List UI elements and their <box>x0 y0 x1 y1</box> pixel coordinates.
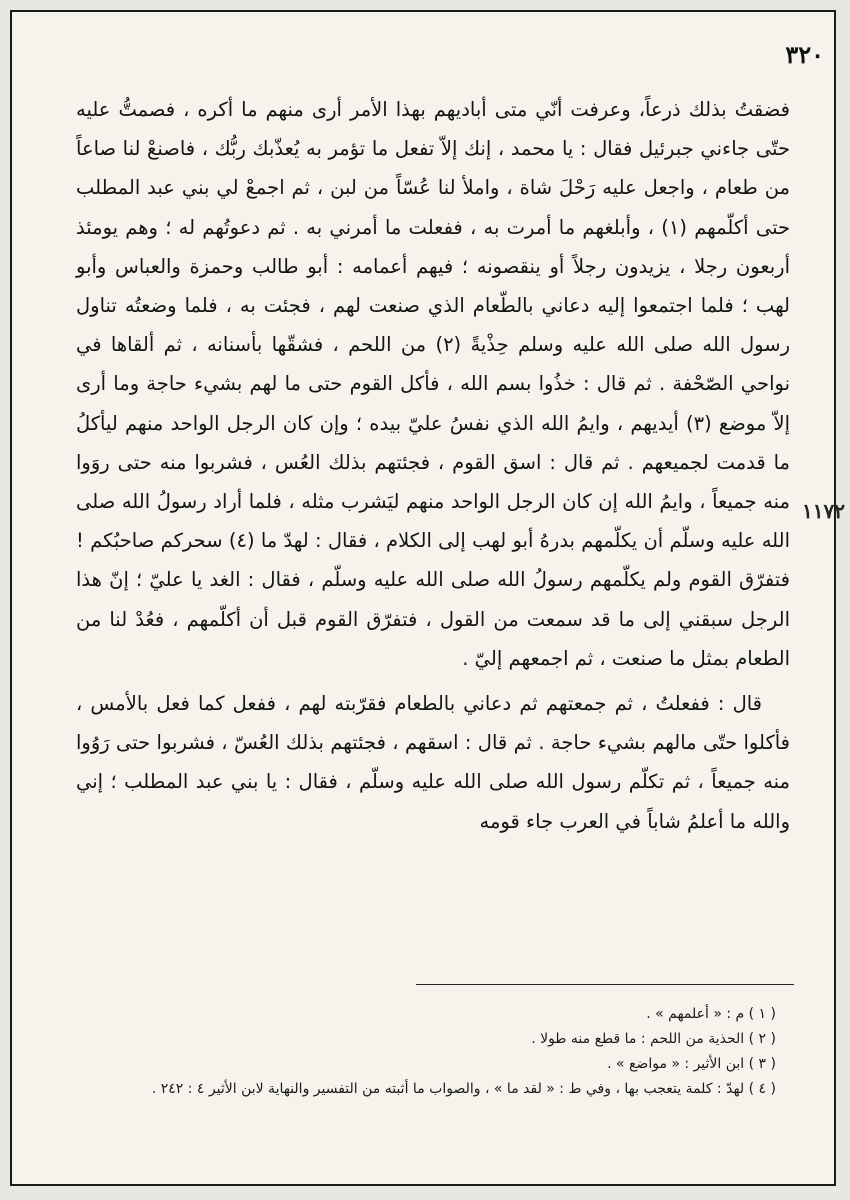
margin-number: ١١٧٢ <box>802 499 845 523</box>
footnote-divider <box>416 984 794 985</box>
paragraph-1: فضقتُ بذلك ذرعاً، وعرفت أنّي متى أباديهم بهذا الأمر أرى منهم ما أكره ، فصمتُّ عليه حتّى جاءني جبرئيل فقال : يا محمد ، إنك إلاّ تفعل ما تؤمر به يُعذّبك ربُّك ، فاصنعْ لنا صاعاً من طعام ، واجعل عليه رَحْلَ شاة ، واملأ لنا عُسّاً من لبن ، ثم اجمعْ لي بني عبد المطلب حتى أكلّمهم (١) ، وأبلغهم ما أمرت به ، ففعلت ما أمرني به . ثم دعوتُهم له ؛ وهم يومئذ أربعون رجلا ، يزيدون رجلاً أو ينقصونه ؛ فيهم أعمامه : أبو طالب وحمزة والعباس وأبو لهب ؛ فلما اجتمعوا إليه دعاني بالطّعام الذي صنعت لهم ، فجئت به ، فلما وضعتُه تناول رسول الله صلى الله عليه وسلم حِذْيةً (٢) من اللحم ، فشقّها بأسنانه ، ثم ألقاها في نواحي الصّحْفة . ثم قال : خذُوا بسم الله ، فأكل القوم حتى ما لهم بشيء حاجة وما أرى إلاّ موضع (٣) أيديهم ، وايمُ الله الذي نفسُ عليّ بيده ؛ وإن كان الرجل الواحد منهم ليأكلُ ما قدمت لجميعهم . ثم قال : اسق القوم ، فجئتهم بذلك العُس ، فشربوا منه حتى روَوا منه جميعاً ، وايمُ الله إن كان الرجل الواحد منهم ليَشرب مثله ، فلما أراد رسولُ الله صلى الله عليه وسلّم أن يكلّمهم بدرهُ أبو لهب إلى الكلام ، فقال : لهدّ ما (٤) سحركم صاحبُكم ! فتفرّق القوم ولم يكلّمهم رسولُ الله صلى الله عليه وسلّم ، فقال : الغد يا عليّ ؛ إنّ هذا الرجل سبقني إلى ما قد سمعت من القول ، فتفرّق القوم قبل أن أكلّمهم ، فعُدْ لنا من الطعام بمثل ما صنعت ، ثم اجمعهم إليّ . <box>76 98 791 670</box>
footnote-4: ( ٤ ) لهدّ : كلمة يتعجب بها ، وفي ط : « لقد ما » ، والصواب ما أثبته من التفسير والنهاية لابن الأثير ٤ : ٢٤٢ . <box>151 1081 776 1097</box>
footnote-1: ( ١ ) م : « أعلمهم » . <box>646 1006 776 1022</box>
footnote-3: ( ٣ ) ابن الأثير : « مواضع » . <box>607 1056 776 1072</box>
page-number: ٣٢٠ <box>785 40 824 69</box>
paragraph-2: قال : ففعلتُ ، ثم جمعتهم ثم دعاني بالطعام فقرّبته لهم ، ففعل كما فعل بالأمس ، فأكلوا حتّى مالهم بشيء حاجة . ثم قال : اسقهم ، فجئتهم بذلك العُسّ ، فشربوا حتى رَوُوا منه جميعاً ، ثم تكلّم رسول الله صلى الله عليه وسلّم ، فقال : يا بني عبد المطلب ؛ إني والله ما أعلمُ شاباً في العرب جاء قومه <box>76 692 790 833</box>
footnotes <box>76 1002 790 1102</box>
footnote-2: ( ٢ ) الحذية من اللحم : ما قطع منه طولا . <box>531 1031 776 1047</box>
body-text <box>76 90 790 841</box>
page-frame <box>10 10 845 1186</box>
